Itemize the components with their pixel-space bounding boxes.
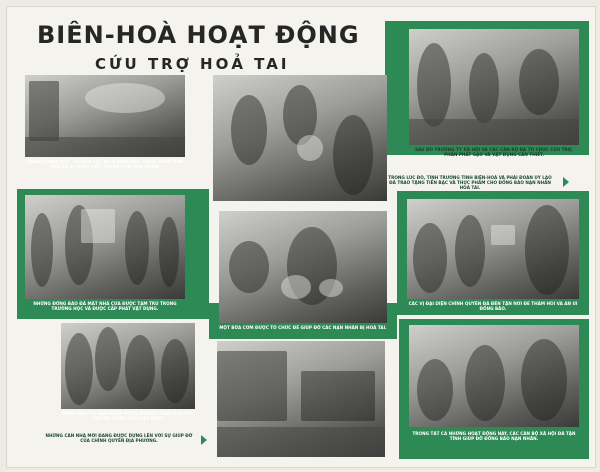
photo-meal — [219, 211, 387, 323]
photo-officials-caption: TRONG LÚC ĐÓ, TỈNH TRƯỞNG TỈNH BIÊN-HOÀ VÀ PHÁI ĐOÀN ỦY LẠO ĐÃ TRAO TẶNG TIỀN BẠC VÀ THỰC PHẨM CHO ĐỒNG BÀO NẠN NHÂN HOẢ TAI. — [388, 175, 552, 191]
photo-new-houses-caption-left: NHỮNG CĂN NHÀ MỚI ĐANG ĐƯỢC DỰNG LÊN VỚI SỰ GIÚP ĐỠ CỦA CHÍNH QUYỀN ĐỊA PHƯƠNG. — [45, 433, 193, 444]
poster-title: BIÊN-HOÀ HOẠT ĐỘNG — [37, 21, 360, 49]
arrow-right-2 — [201, 435, 207, 445]
photo-rice-distribution-caption: SAU ĐÓ TRƯỞNG TY XÃ HỘI VÀ CÁC CÁN BỘ ĐÃ TỔ CHỨC CỨU TRỢ, PHÂN PHÁT GẠO VÀ VẬT DỤNG CẦN THIẾT. — [415, 147, 573, 158]
photo-refugees-caption: NHỮNG ĐỒNG BÀO ĐÃ MẤT NHÀ CỬA ĐƯỢC TẠM TRÚ TRONG TRƯỜNG HỌC VÀ ĐƯỢC CẤP PHÁT VẬT DỤNG. — [33, 301, 177, 312]
photo-officials-visit-caption: CÁC VỊ ĐẠI DIỆN CHÍNH QUYỀN ĐÃ ĐẾN TẬN NƠI ĐỂ THĂM HỎI VÀ AN ỦI ĐỒNG BÀO. — [408, 301, 578, 312]
photo-refugees-shelter — [25, 195, 185, 299]
arrow-right-1 — [563, 177, 569, 187]
photo-construction — [217, 341, 385, 457]
photo-officials-visit — [407, 199, 579, 299]
poster-subtitle: CỨU TRỢ HOẢ TAI — [95, 55, 290, 73]
poster — [6, 6, 596, 468]
photo-relief-gifts-caption: ĐỒNG BÀO TẠI NẠN NHẬN ĐƯỢC NHỮNG PHẦN QUÀ CỨU TRỢ DO CHÍNH PHỦ CẤP PHÁT. — [61, 411, 195, 422]
photo-officials-distributing — [213, 75, 387, 201]
photo-fire-damage-caption: QUANG CẢNH MỘT TAI HOẠ XẢY RA Ở BIÊN-HOÀ. HÀNG TRĂM NHÀ CỬA ĐÃ BỊ THIÊU HỦY TRONG CƠN HOẢ HOẠN. — [26, 159, 184, 170]
photo-rice-distribution — [409, 29, 579, 145]
photo-relief-gifts — [61, 323, 195, 409]
photo-social-worker-caption: TRONG TẤT CẢ NHỮNG HOẠT ĐỘNG NÀY, CÁC CÁN BỘ XÃ HỘI ĐÃ TẬN TÌNH GIÚP ĐỠ ĐỒNG BÀO NẠN NHÂN. — [412, 431, 576, 442]
photo-social-worker — [409, 325, 579, 427]
photo-fire-damage — [25, 75, 185, 157]
photo-meal-caption: MỘT BỮA CƠM ĐƯỢC TỔ CHỨC ĐỂ GIÚP ĐỠ CÁC NẠN NHÂN BỊ HOẢ TAI. — [219, 325, 387, 330]
